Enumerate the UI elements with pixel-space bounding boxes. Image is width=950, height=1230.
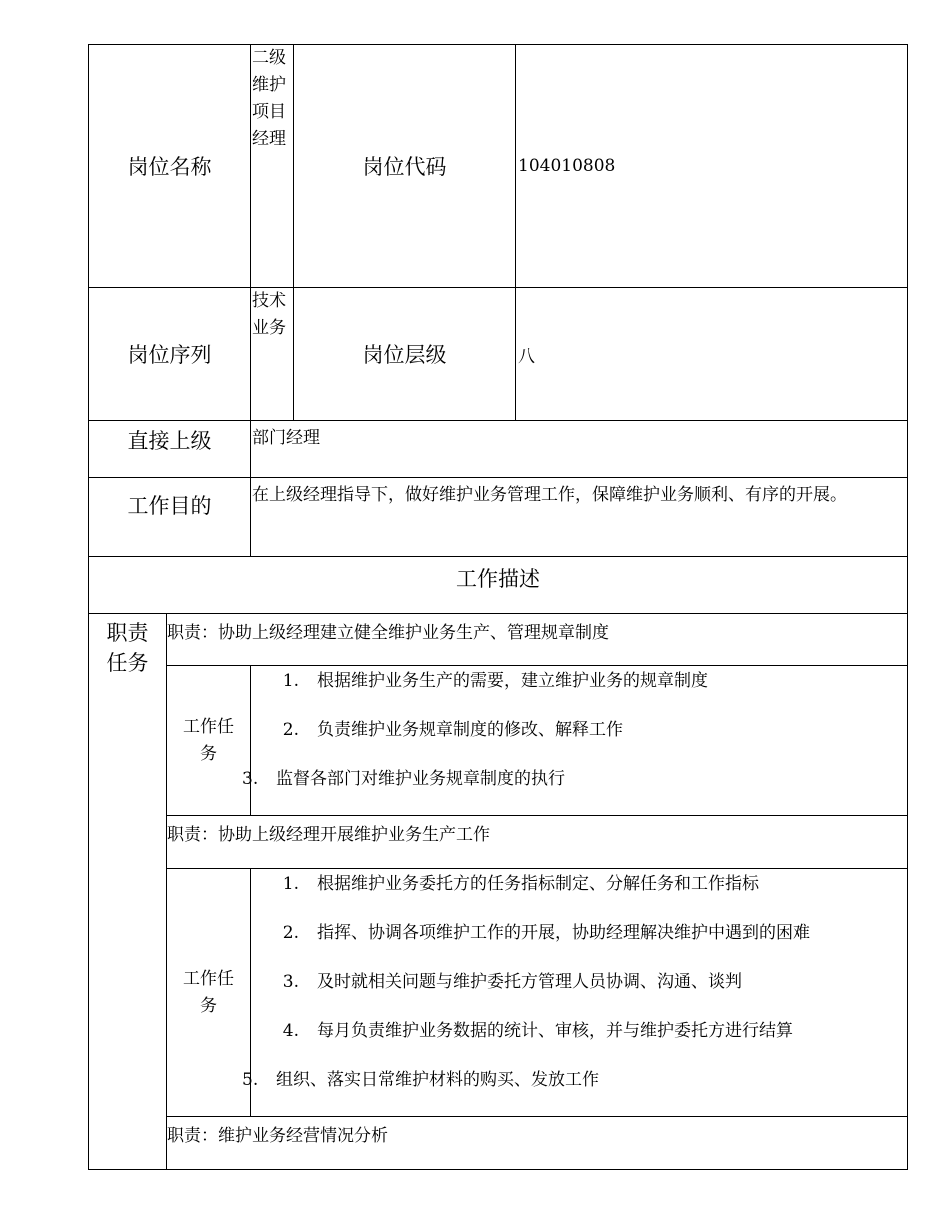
task-number: 3. (282, 972, 299, 992)
position-level-label: 岗位层级 (294, 288, 516, 421)
task-row-2 (89, 869, 908, 1117)
duty-row-1 (89, 614, 908, 666)
purpose-row (89, 478, 908, 557)
description-title: 工作描述 (89, 557, 908, 614)
superior-value: 部门经理 (251, 421, 908, 478)
task-text: 监督各部门对维护业务规章制度的执行 (276, 769, 565, 789)
duty-outer-label-text: 职责任务 (106, 621, 149, 675)
task-number: 4. (282, 1021, 299, 1041)
task-number: 2. (282, 720, 299, 740)
duty-title: 职责：协助上级经理开展维护业务生产工作 (167, 816, 908, 869)
position-code-label: 岗位代码 (294, 45, 516, 288)
task-list-1 (242, 666, 908, 816)
task-item (251, 715, 907, 764)
job-description-table (88, 44, 908, 1170)
task-item (251, 918, 907, 967)
task-number: 1. (282, 874, 299, 894)
task-item (251, 666, 907, 715)
task-number: 2. (282, 923, 299, 943)
task-text: 每月负责维护业务数据的统计、审核，并与维护委托方进行结算 (317, 1021, 793, 1041)
task-list-2 (242, 869, 908, 1117)
superior-label: 直接上级 (89, 421, 251, 478)
task-text: 根据维护业务委托方的任务指标制定、分解任务和工作指标 (317, 874, 759, 894)
description-header-row (89, 557, 908, 614)
position-name-value: 二级维护项目经理 (251, 45, 294, 288)
task-item (251, 967, 907, 1016)
purpose-label: 工作目的 (89, 478, 251, 557)
task-text: 指挥、协调各项维护工作的开展，协助经理解决维护中遇到的困难 (317, 923, 810, 943)
task-label (167, 666, 251, 816)
duty-title: 职责：维护业务经营情况分析 (167, 1117, 908, 1170)
superior-row (89, 421, 908, 478)
task-item (242, 764, 907, 813)
task-label-text: 工作任务 (183, 716, 234, 764)
task-label-text: 工作任务 (183, 968, 234, 1016)
task-row-1 (89, 666, 908, 816)
task-number: 5. (242, 1070, 259, 1090)
task-text: 及时就相关问题与维护委托方管理人员协调、沟通、谈判 (317, 972, 742, 992)
position-series-value: 技术业务 (251, 288, 294, 421)
task-number: 3. (242, 769, 259, 789)
duty-outer-label (89, 614, 167, 1170)
task-text: 组织、落实日常维护材料的购买、发放工作 (276, 1070, 599, 1090)
task-number: 1. (282, 671, 299, 691)
purpose-value: 在上级经理指导下，做好维护业务管理工作，保障维护业务顺利、有序的开展。 (251, 478, 908, 557)
position-series-row (89, 288, 908, 421)
task-text: 负责维护业务规章制度的修改、解释工作 (317, 720, 623, 740)
position-level-value: 八 (516, 288, 908, 421)
position-series-label: 岗位序列 (89, 288, 251, 421)
duty-title: 职责：协助上级经理建立健全维护业务生产、管理规章制度 (167, 614, 908, 666)
position-code-value: 104010808 (516, 45, 908, 288)
duty-row-2 (89, 816, 908, 869)
duty-row-3 (89, 1117, 908, 1170)
task-item (242, 1065, 907, 1114)
position-name-label: 岗位名称 (89, 45, 251, 288)
task-label (167, 869, 251, 1117)
task-item (251, 869, 907, 918)
task-item (251, 1016, 907, 1065)
task-text: 根据维护业务生产的需要，建立维护业务的规章制度 (317, 671, 708, 691)
position-name-row (89, 45, 908, 288)
